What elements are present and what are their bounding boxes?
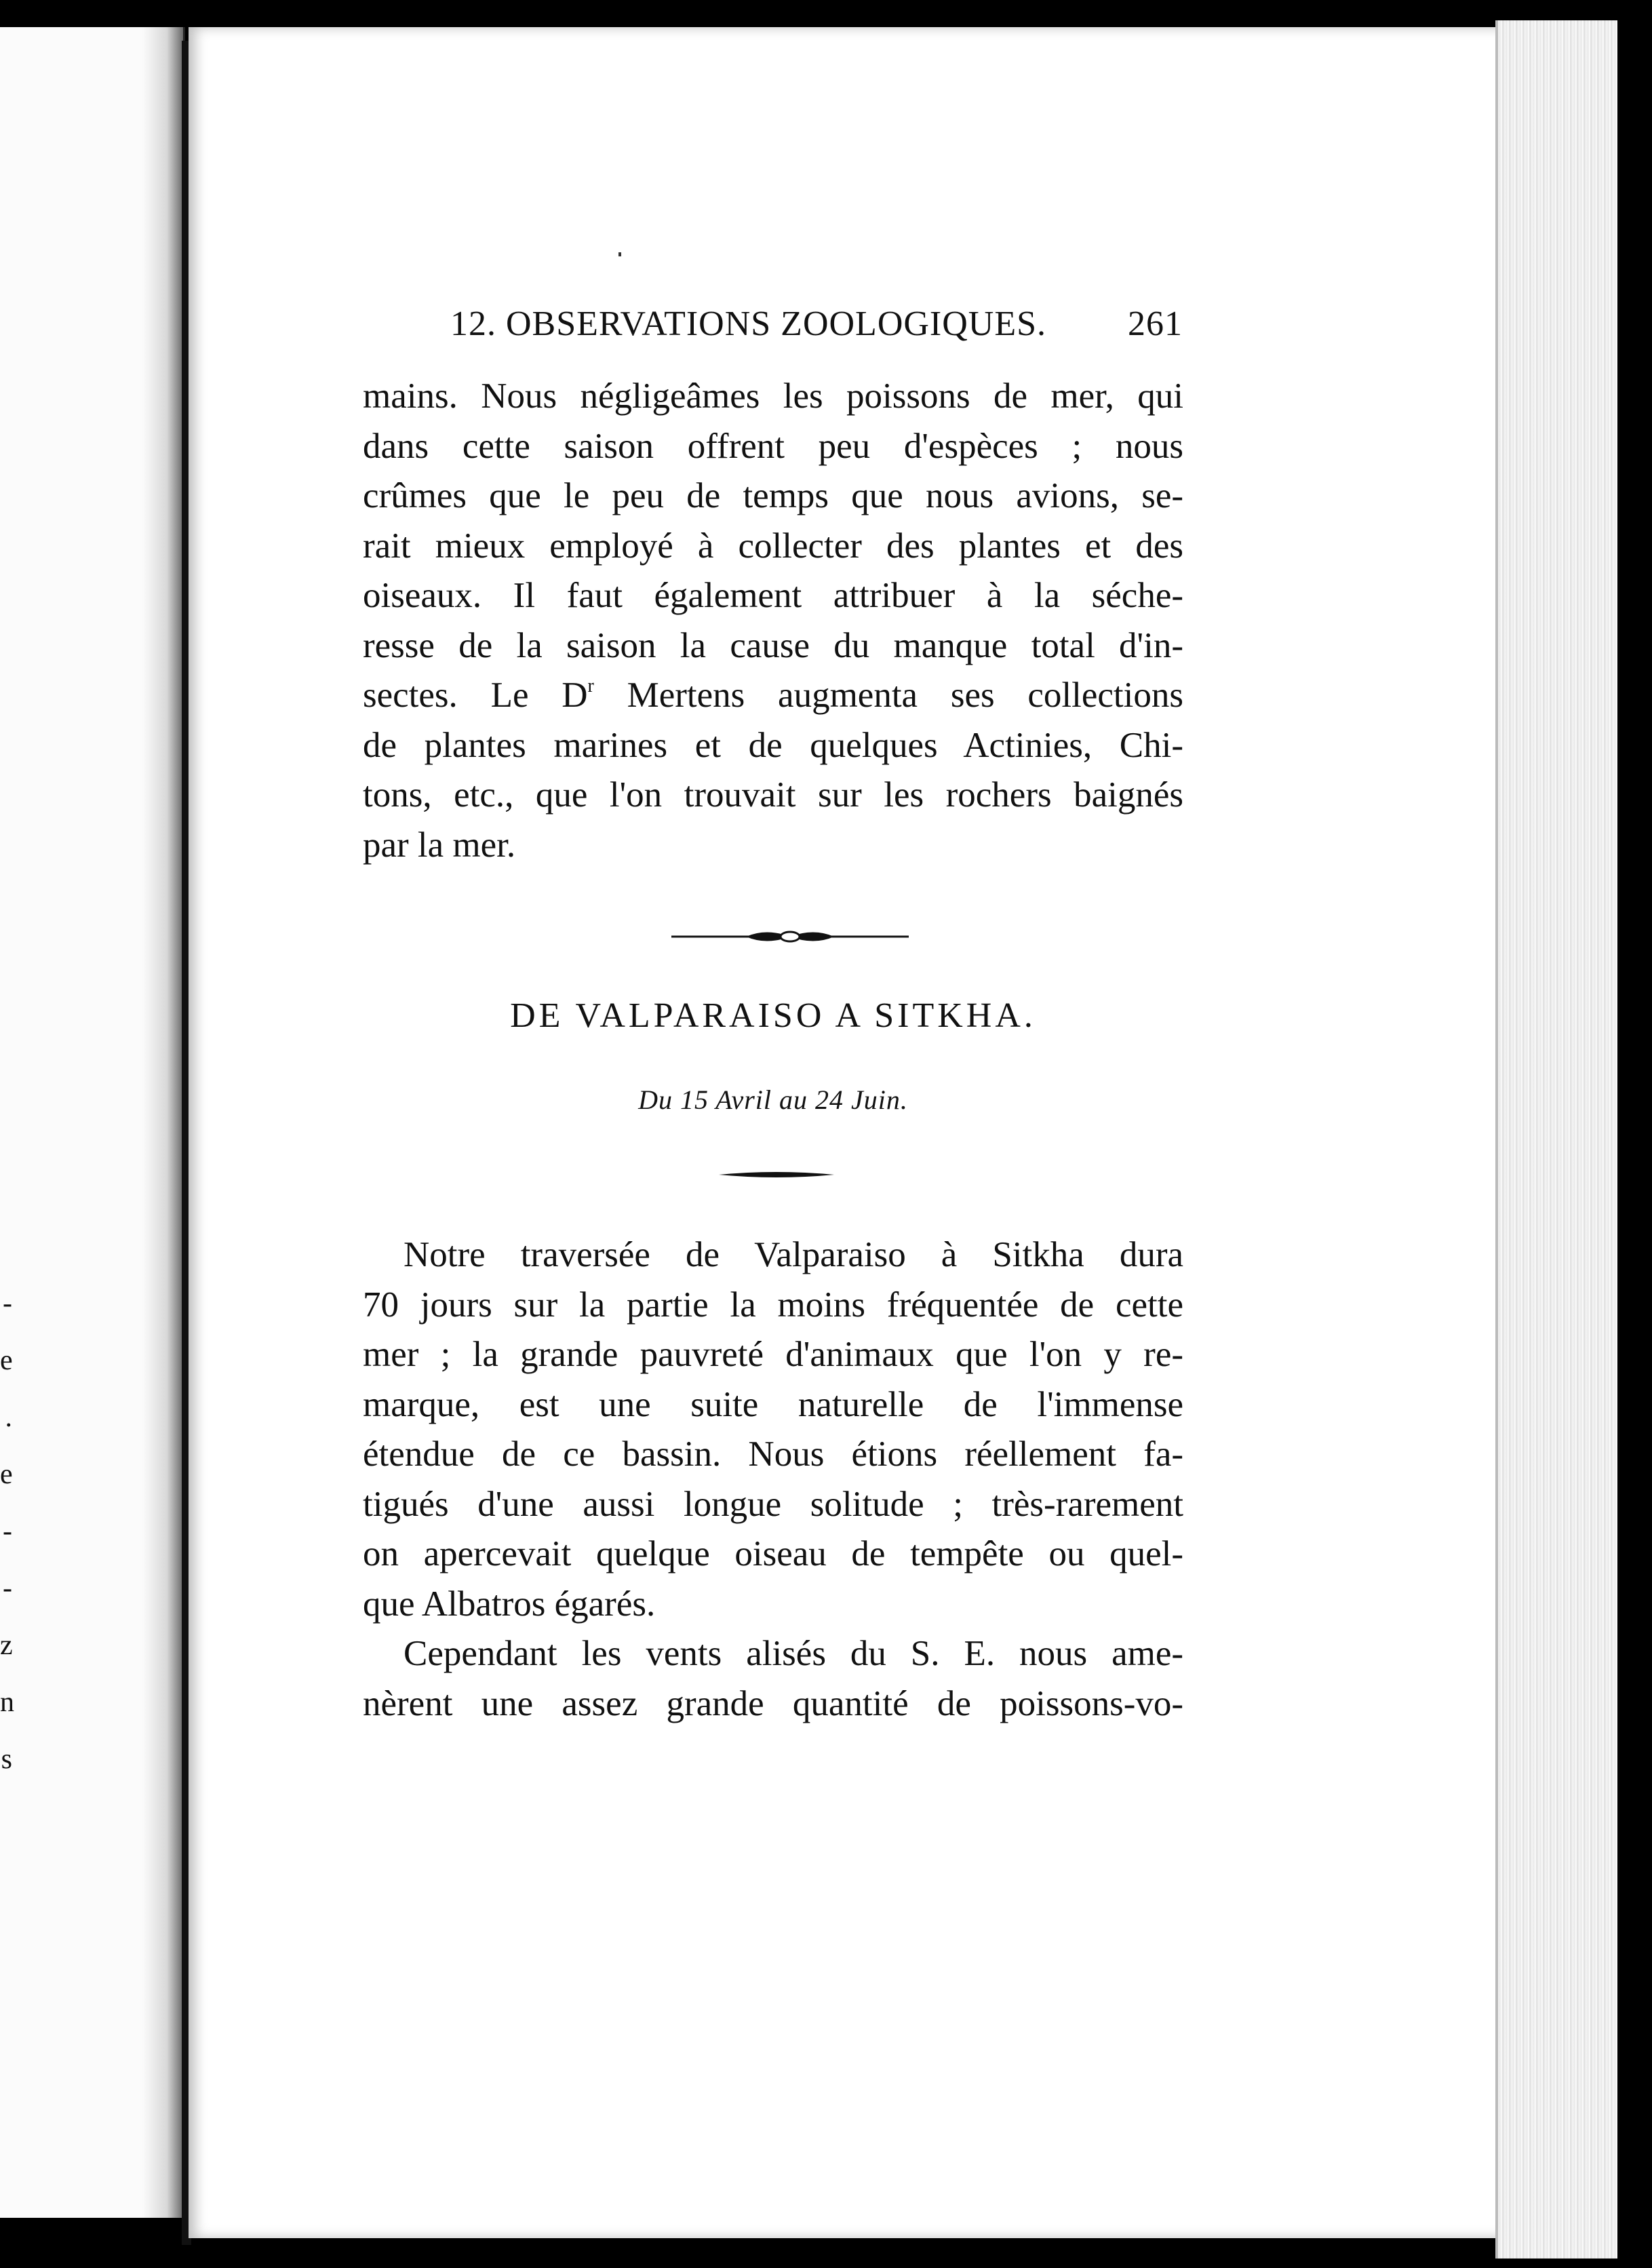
small-divider [719,1169,834,1180]
text-line: tigués d'une aussi longue solitude ; très-rarement [363,1484,1183,1524]
text-line: nèrent une assez grande quantité de poissons-vo- [363,1683,1183,1723]
text-line-with-superscript [363,671,1183,721]
text-line: Notre traversée de Valparaiso à Sitkha dura [404,1235,1183,1274]
text-line: marque, est une suite naturelle de l'immense [363,1384,1183,1424]
left-page-cut-text [0,1275,12,1788]
left-margin-char: - [3,1573,12,1604]
speck-mark [618,252,621,256]
book-page [189,27,1526,2238]
left-margin-char: e [0,1459,13,1490]
text-line: mains. Nous négligeâmes les poissons de mer, qui [363,376,1183,416]
section-date: Du 15 Avril au 24 Juin. [638,1084,908,1115]
page-fore-edge [1495,20,1620,2259]
left-margin-char: n [0,1687,14,1718]
running-title: 12. OBSERVATIONS ZOOLOGIQUES. [450,305,1047,343]
section-title: DE VALPARAISO A SITKHA. [510,996,1036,1035]
main-paragraphs [363,1230,1183,1729]
running-header [450,304,1183,344]
page-number: 261 [1128,305,1183,343]
text-line: on apercevait quelque oiseau de tempête ou quel- [363,1534,1183,1573]
text-line: tons, etc., que l'on trouvait sur les rochers baignés [363,775,1183,815]
left-margin-char: s [1,1744,12,1775]
text-fragment: sectes. Le D [363,676,588,715]
text-line: que Albatros égarés. [363,1584,656,1624]
left-margin-char: . [5,1402,12,1433]
left-page-spine-shadow [142,27,183,2218]
text-line: Cependant les vents alisés du S. E. nous ame- [404,1634,1183,1673]
text-line: de plantes marines et de quelques Actinies, Chi- [363,725,1183,765]
text-line: rait mieux employé à collecter des plantes et des [363,526,1183,566]
left-margin-char: e [0,1345,13,1376]
left-margin-char: z [0,1630,13,1661]
text-line: crûmes que le peu de temps que nous avions, se- [363,476,1183,515]
superscript: r [587,676,594,697]
text-line: dans cette saison offrent peu d'espèces ; nous [363,426,1183,466]
text-line: 70 jours sur la partie la moins fréquentée de cette [363,1285,1183,1325]
text-fragment: Mertens augmenta ses collections [593,676,1183,715]
text-line: resse de la saison la cause du manque total d'in- [363,625,1183,665]
text-line: par la mer. [363,825,516,865]
left-margin-char: - [3,1288,12,1319]
paragraph-continued [363,372,1183,870]
text-line: mer ; la grande pauvreté d'animaux que l'on y re- [363,1335,1183,1374]
ornamental-divider [671,928,909,945]
text-line: oiseaux. Il faut également attribuer à la séche- [363,576,1183,615]
background-edge [1617,20,1652,2259]
text-line: étendue de ce bassin. Nous étions réellement fa- [363,1434,1183,1474]
left-margin-char: - [3,1516,12,1547]
